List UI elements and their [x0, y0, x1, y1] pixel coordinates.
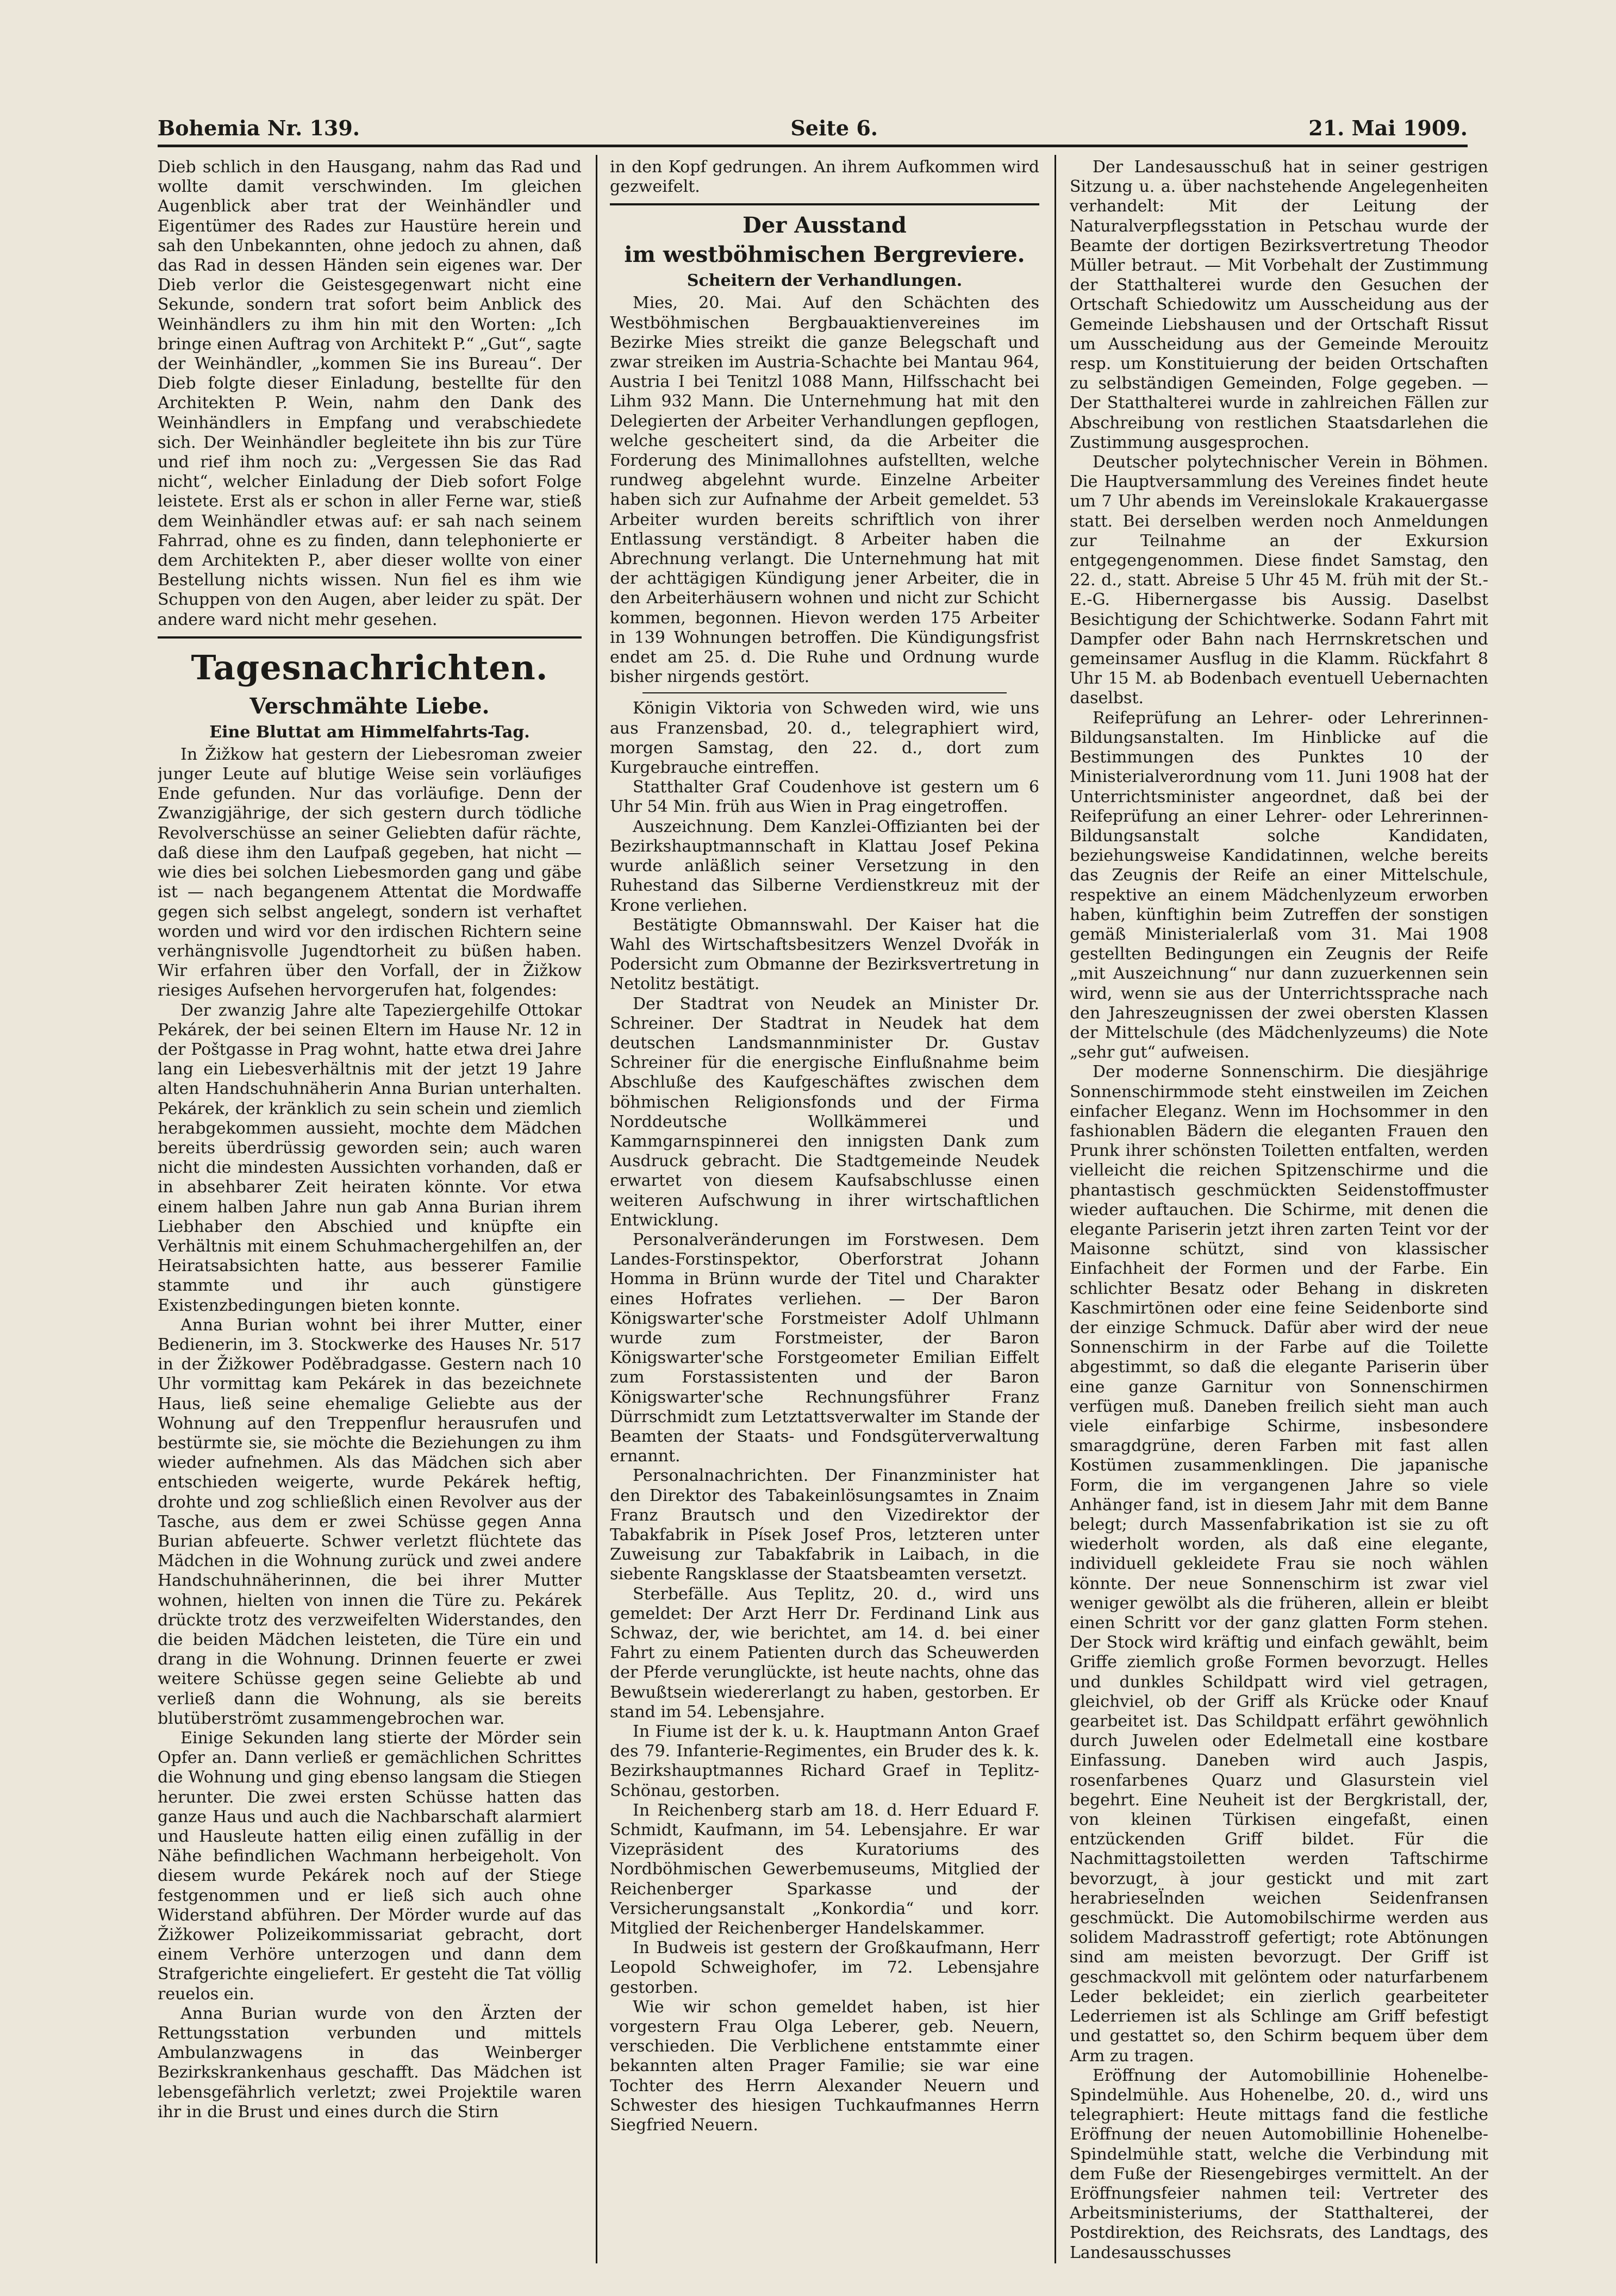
article-title: Verschmähte Liebe.: [249, 693, 490, 719]
column-3: [1070, 158, 1488, 2266]
masthead-rule: [158, 145, 1468, 147]
article-text: Anna Burian wurde von den Ärzten der Rettungsstation verbunden und mittels Ambulanzwagens in das Weinberger Bezirkskrankenhaus geschafft. Das Mädchen ist lebensgefährlich verletzt; zwei Projektile waren ihr in die Brust und eines durch die Stirn: [158, 2004, 582, 2122]
article-separator: [610, 203, 1039, 205]
news-item: Auszeichnung. Dem Kanzlei-Offizianten bei der Bezirkshauptmannschaft in Klattau Josef Pekina wurde anläßlich seiner Versetzung in den Ruhestand das Silberne Verdienstkreuz mit der Krone verliehen.: [610, 817, 1039, 915]
masthead: [158, 108, 1468, 140]
news-item: Der Landesausschuß hat in seiner gestrigen Sitzung u. a. über nachstehende Angelegenheiten verhandelt: Mit der Leitung der Naturalverpflegsstation in Petschau wurde der Beamte der dortigen Bezirksvertretung Theodor Müller betraut. — Mit Vorbehalt der Zustimmung der Statthalterei wurde den Gesuchen der Ortschaft Schiedowitz um Ausscheidung aus der Gemeinde Liebshausen und der Ortschaft Rissut um Ausscheidung aus der Gemeinde Merouitz resp. um Konstituierung der beiden Ortschaften zu selbständigen Gemeinden, Folge gegeben. — Der Statthalterei wurde in zahlreichen Fällen zur Abschreibung von restlichen Staatsdarlehen die Zustimmung ausgesprochen.: [1070, 158, 1488, 452]
news-item: Der moderne Sonnenschirm. Die diesjährige Sonnenschirmmode steht einstweilen im Zeichen einfacher Eleganz. Wenn im Hochsommer in den fashionablen Bädern die eleganten Frauen den Prunk ihrer schönsten Toiletten entfalten, werden vielleicht die reichen Spitzenschirme und die phantastisch geschmückten Seidenstoffmuster wieder auftauchen. Die Schirme, mit denen die elegante Pariserin jetzt ihren zarten Teint vor der Maisonne schützt, sind von klassischer Einfachheit der Formen und der Farbe. Ein schlichter Besatz oder Behang in diskreten Kaschmirtönen oder eine feine Seidenborte sind der einzige Schmuck. Dafür aber wird der neue Sonnenschirm in der Farbe auf die Toilette abgestimmt, so daß die elegante Pariserin über eine ganze Garnitur von Sonnenschirmen verfügen muß. Daneben freilich sieht man auch viele einfarbige Schirme, insbesondere smaragdgrüne, deren Farben mit fast allen Kostümen zusammenklingen. Die japanische Form, die im vergangenen Jahre so viele Anhänger fand, ist in diesem Jahr mit dem Banne belegt; durch Massenfabrikation ist sie zu oft wiederholt worden, als daß eine elegante, individuell gekleidete Frau sie noch wählen könnte. Der neue Sonnenschirm ist zwar viel weniger gewölbt als die früheren, allein er bleibt einen Schritt vor der ganz glatten Form stehen. Der Stock wird kräftig und einfach gewählt, beim Griffe ziemlich große Formen bevorzugt. Helles und dunkles Schildpatt wird viel getragen, gleichviel, ob der Griff als Krücke oder Knauf gearbeitet ist. Das Schildpatt erfährt gewöhnlich durch Juwelen oder Edelmetall eine kostbare Einfassung. Daneben wird auch Jaspis, rosenfarbenes Quarz und Glasurstein viel begehrt. Eine Neuheit ist der Bergkristall, der, von kleinen Türkisen eingefaßt, einen entzückenden Griff bildet. Für die Nachmittagstoiletten werden Taftschirme bevorzugt, à jour gestickt und mit zart herabriesel̈nden weichen Seidenfransen geschmückt. Die Automobilschirme werden aus solidem Madrasstroff gefertigt; rote Abtönungen sind am meisten bevorzugt. Der Griff ist geschmackvoll mit gelöntem oder naturfarbenem Leder bekleidet; ein zierlich gearbeiteter Lederriemen ist als Schlinge am Griff befestigt und gestattet so, den Schirm bequem über dem Arm zu tragen.: [1070, 1062, 1488, 2066]
article-subtitle: Scheitern der Verhandlungen.: [687, 271, 963, 291]
news-item: Königin Viktoria von Schweden wird, wie uns aus Franzensbad, 20. d., telegraphiert wird, morgen Samstag, den 22. d., dort zum Kurgebrauche eintreffen.: [610, 699, 1039, 778]
news-item: Sterbefälle. Aus Teplitz, 20. d., wird uns gemeldet: Der Arzt Herr Dr. Ferdinand Link aus Schwaz, der, wie berichtet, am 14. d. bei einer Fahrt zu einem Patienten durch das Scheuwerden der Pferde verunglückte, ist heute nachts, ohne das Bewußtsein wiedererlangt zu haben, gestorben. Er stand im 54. Lebensjahre.: [610, 1584, 1039, 1722]
news-item: Statthalter Graf Coudenhove ist gestern um 6 Uhr 54 Min. früh aus Wien in Prag eingetroffen.: [610, 778, 1039, 817]
masthead-page-number: Seite 6.: [790, 116, 878, 140]
article-subtitle: Eine Bluttat am Himmelfahrts-Tag.: [209, 722, 530, 742]
column-2: [610, 158, 1039, 2266]
article-text: Dieb schlich in den Hausgang, nahm das Rad und wollte damit verschwinden. Im gleichen Augenblick aber trat der Weinhändler und Eigentümer des Rades zur Haustüre herein und sah den Unbekannten, ohne jedoch zu ahnen, daß das Rad in dessen Händen sein eigenes war. Der Dieb verlor die Geistesgegenwart nicht eine Sekunde, sondern trat sofort beim Anblick des Weinhändlers zu ihm hin mit den Worten: „Ich bringe einen Auftrag von Architekt P.“ „Gut“, sagte der Weinhändler, „kommen Sie ins Bureau“. Der Dieb folgte dieser Einladung, bestellte für den Architekten P. Wein, nahm den Dank des Weinhändlers in Empfang und verabschiedete sich. Der Weinhändler begleitete ihn bis zur Türe und rief ihm noch zu: „Vergessen Sie das Rad nicht“, welcher Einladung der Dieb sofort Folge leistete. Erst als er schon in aller Ferne war, stieß dem Weinhändler etwas auf: er sah nach seinem Fahrrad, ohne es zu finden, dann telephonierte er dem Architekten P., aber dieser wollte von einer Bestellung nichts wissen. Nun fiel es ihm wie Schuppen von den Augen, aber leider zu spät. Der andere ward nicht mehr gesehen.: [158, 158, 582, 629]
news-item: Personalveränderungen im Forstwesen. Dem Landes-Forstinspektor, Oberforstrat Johann Homma in Brünn wurde der Titel und Charakter eines Hofrates verliehen. — Der Baron Königswarter'sche Forstmeister Adolf Uhlmann wurde zum Forstmeister, der Baron Königswarter'sche Forstgeometer Emilian Eiffelt zum Forstassistenten und der Baron Königswarter'sche Rechnungsführer Franz Dürrschmidt zum Letztattsverwalter im Stande der Beamten der Staats- und Fondsgüterverwaltung ernannt.: [610, 1230, 1039, 1466]
news-item: Deutscher polytechnischer Verein in Böhmen. Die Hauptversammlung des Vereines findet heute um 7 Uhr abends im Vereinslokale Krakauergasse statt. Bei derselben werden noch Anmeldungen zur Teilnahme an der Exkursion entgegengenommen. Diese findet Samstag, den 22. d., statt. Abreise 5 Uhr 45 M. früh mit der St.-E.-G. Hibernergasse bis Aussig. Daselbst Besichtigung der Schichtwerke. Sodann Fahrt mit Dampfer oder Bahn nach Herrnskretschen und gemeinsamer Ausflug in die Klamm. Rückfahrt 8 Uhr 15 M. ab Bodenbach eventuell Uebernachten daselbst.: [1070, 453, 1488, 708]
news-item: In Budweis ist gestern der Großkaufmann, Herr Leopold Schweighofer, im 72. Lebensjahre gestorben.: [610, 1938, 1039, 1997]
news-item: Bestätigte Obmannswahl. Der Kaiser hat die Wahl des Wirtschaftsbesitzers Wenzel Dvořák in Podersicht zum Obmanne der Bezirksvertretung in Netolitz bestätigt.: [610, 915, 1039, 994]
article-text: Anna Burian wohnt bei ihrer Mutter, einer Bedienerin, im 3. Stockwerke des Hauses Nr. 517 in der Žižkower Poděbradgasse. Gestern nach 10 Uhr vormittag kam Pekárek in das bezeichnete Haus, ließ seine ehemalige Geliebte aus der Wohnung auf den Treppenflur herausrufen und bestürmte sie, sie möchte die Beziehungen zu ihm wieder aufnehmen. Als das Mädchen sich aber entschieden weigerte, wurde Pekárek heftig, drohte und zog schließlich einen Revolver aus der Tasche, aus dem er zwei Schüsse gegen Anna Burian abfeuerte. Schwer verletzt flüchtete das Mädchen in die Wohnung zurück und zwei andere Handschuhnäherinnen, die bei ihrer Mutter wohnen, hielten von innen die Türe zu. Pekárek drückte trotz des verzweifelten Widerstandes, den die beiden Mädchen leisteten, die Türe ein und drang in die Wohnung. Drinnen feuerte er zwei weitere Schüsse gegen seine Geliebte ab und verließ dann die Wohnung, als sie bereits blutüberströmt zusammengebrochen war.: [158, 1315, 582, 1728]
article-text: Der zwanzig Jahre alte Tapeziergehilfe Ottokar Pekárek, der bei seinen Eltern im Hause Nr. 12 in der Poštgasse in Prag wohnt, hatte etwa drei Jahre lang ein Liebesverhältnis mit der jetzt 19 Jahre alten Handschuhnäherin Anna Burian unterhalten. Pekárek, der kränklich zu sein schein und ziemlich herabgekommen aussieht, mochte dem Mädchen bereits überdrüssig geworden sein; auch waren nicht die mindesten Aussichten vorhanden, daß er in absehbarer Zeit heiraten könnte. Vor etwa einem halben Jahre nun gab Anna Burian ihrem Liebhaber den Abschied und knüpfte ein Verhältnis mit einem Schuhmachergehilfen an, der Heiratsabsichten hatte, aus besserer Familie stammte und ihr auch günstigere Existenzbedingungen bieten konnte.: [158, 1000, 582, 1315]
news-item: In Fiume ist der k. u. k. Hauptmann Anton Graef des 79. Infanterie-Regimentes, ein Bruder des k. k. Bezirkshauptmannes Richard Graef in Teplitz-Schönau, gestorben.: [610, 1722, 1039, 1800]
article-separator: [642, 692, 1007, 693]
masthead-issue: Bohemia Nr. 139.: [158, 116, 360, 140]
section-title: Tagesnachrichten.: [191, 647, 548, 687]
article-text: Mies, 20. Mai. Auf den Schächten des Westböhmischen Bergbauaktienvereines im Bezirke Mies streikt die ganze Belegschaft und zwar streiken im Austria-Schachte bei Mantau 964, Austria I bei Tenitzl 1088 Mann, Hilfsschacht bei Lihm 932 Mann. Die Unternehmung hat mit den Delegierten der Arbeiter Verhandlungen gepflogen, welche gescheitert sind, da die Arbeiter die Forderung des Minimallohnes aufstellten, welche rundweg abgelehnt wurde. Einzelne Arbeiter haben sich zur Aufnahme der Arbeit gemeldet. 53 Arbeiter wurden bereits schriftlich von ihrer Entlassung verständigt. 8 Arbeiter haben die Abrechnung verlangt. Die Unternehmung hat mit der achttägigen Kündigung jener Arbeiter, die in den Arbeiterhäusern wohnen und nicht zur Schicht kommen, begonnen. Hievon werden 175 Arbeiter in 139 Wohnungen betroffen. Die Kündigungsfrist endet am 25. d. Die Ruhe und Ordnung wurde bisher nirgends gestört.: [610, 293, 1039, 687]
news-item: Eröffnung der Automobillinie Hohenelbe-Spindelmühle. Aus Hohenelbe, 20. d., wird uns telegraphiert: Heute mittags fand die festliche Eröffnung der neuen Automobillinie Hohenelbe-Spindelmühle statt, welche die Verbindung mit dem Fuße der Riesengebirges vermittelt. An der Eröffnungsfeier nahmen teil: Vertreter des Arbeitsministeriums, der Statthalterei, der Postdirektion, des Reichsrats, des Landtags, des Landesausschusses: [1070, 2066, 1488, 2262]
masthead-date: 21. Mai 1909.: [1308, 116, 1468, 140]
news-item: Reifeprüfung an Lehrer- oder Lehrerinnen-Bildungsanstalten. Im Hinblicke auf die Bestimmungen des Punktes 10 der Ministerialverordnung vom 11. Juni 1908 hat der Unterrichtsminister angeordnet, daß bei der Reifeprüfung an einer Lehrer- oder Lehrerinnen-Bildungsanstalt solche Kandidaten, beziehungsweise Kandidatinnen, welche bereits das Zeugnis der Reife an einer Mittelschule, respektive an einem Mädchenlyzeum erworben haben, künftighin beim Zutreffen der sonstigen gemäß Ministerialerlaß vom 31. Mai 1908 gestellten Bedingungen ein Zeugnis der Reife „mit Auszeichnung“ nur dann zuzuerkennen sein wird, wenn sie aus der Unterrichtssprache nach den Jahreszeugnissen der zwei obersten Klassen der Mittelschule (des Mädchenlyzeums) die Note „sehr gut“ aufweisen.: [1070, 708, 1488, 1062]
news-item: Personalnachrichten. Der Finanzminister hat den Direktor des Tabakeinlösungsamtes in Znaim Franz Brautsch und den Vizedirektor der Tabakfabrik in Písek Josef Pros, letzteren unter Zuweisung zur Tabakfabrik in Laibach, in die siebente Rangsklasse der Staatsbeamten versetzt.: [610, 1466, 1039, 1584]
article-text: In Žižkow hat gestern der Liebesroman zweier junger Leute auf blutige Weise sein vorläufiges Ende gefunden. Nur das vorläufige. Denn der Zwanzigjährige, der sich gestern durch tödliche Revolverschüsse an seiner Geliebten dafür rächte, daß diese ihm den Laufpaß gegeben, hat nicht — wie dies bei solchen Liebesmorden gang und gäbe ist — nach begangenem Attentat die Mordwaffe gegen sich selbst angelegt, sondern ist verhaftet worden und wird vor den irdischen Richtern seine verhängnisvolle Jugendtorheit zu büßen haben. Wir erfahren über den Vorfall, der in Žižkow riesiges Aufsehen hervorgerufen hat, folgendes:: [158, 745, 582, 1000]
column-1: [158, 158, 582, 2266]
column-divider-2: [1055, 155, 1056, 2263]
news-item: Wie wir schon gemeldet haben, ist hier vorgestern Frau Olga Leberer, geb. Neuern, verschieden. Die Verblichene entstammte einer bekannten alten Prager Familie; sie war eine Tochter des Herrn Alexander Neuern und Schwester des hiesigen Tuchkaufmannes Herrn Siegfried Neuern.: [610, 1997, 1039, 2135]
article-text: in den Kopf gedrungen. An ihrem Aufkommen wird gezweifelt.: [610, 158, 1039, 197]
article-title: im westböhmischen Bergreviere.: [624, 242, 1025, 268]
news-item: Der Stadtrat von Neudek an Minister Dr. Schreiner. Der Stadtrat in Neudek hat dem deutschen Landsmannminister Dr. Gustav Schreiner für die energische Einflußnahme beim Abschluße des Kaufgeschäftes zwischen dem böhmischen Religionsfonds und der Firma Norddeutsche Wollkämmerei und Kammgarnspinnerei den innigsten Dank zum Ausdruck gebracht. Die Stadtgemeinde Neudek erwartet von diesem Kaufsabschlusse einen weiteren Aufschwung in ihrer wirtschaftlichen Entwicklung.: [610, 994, 1039, 1230]
column-divider-1: [596, 155, 597, 2263]
news-item: In Reichenberg starb am 18. d. Herr Eduard F. Schmidt, Kaufmann, im 54. Lebensjahre. Er war Vizepräsident des Kuratoriums des Nordböhmischen Gewerbemuseums, Mitglied der Reichenberger Sparkasse und der Versicherungsanstalt „Konkordia“ und korr. Mitglied der Reichenberger Handelskammer.: [610, 1800, 1039, 1938]
article-text: Einige Sekunden lang stierte der Mörder sein Opfer an. Dann verließ er gemächlichen Schrittes die Wohnung und ging ebenso langsam die Stiegen herunter. Die zwei ersten Schüsse hatten das ganze Haus und auch die Nachbarschaft alarmiert und Hausleute hatten eilig einen zufällig in der Nähe befindlichen Wachmann herbeigeholt. Von diesem wurde Pekárek noch auf der Stiege festgenommen und er ließ sich auch ohne Widerstand abführen. Der Mörder wurde auf das Žižkower Polizeikommissariat gebracht, dort einem Verhöre unterzogen und dann dem Strafgerichte eingeliefert. Er gesteht die Tat völlig reuelos ein.: [158, 1729, 582, 2004]
article-title: Der Ausstand: [743, 212, 907, 239]
article-separator: [158, 636, 582, 639]
